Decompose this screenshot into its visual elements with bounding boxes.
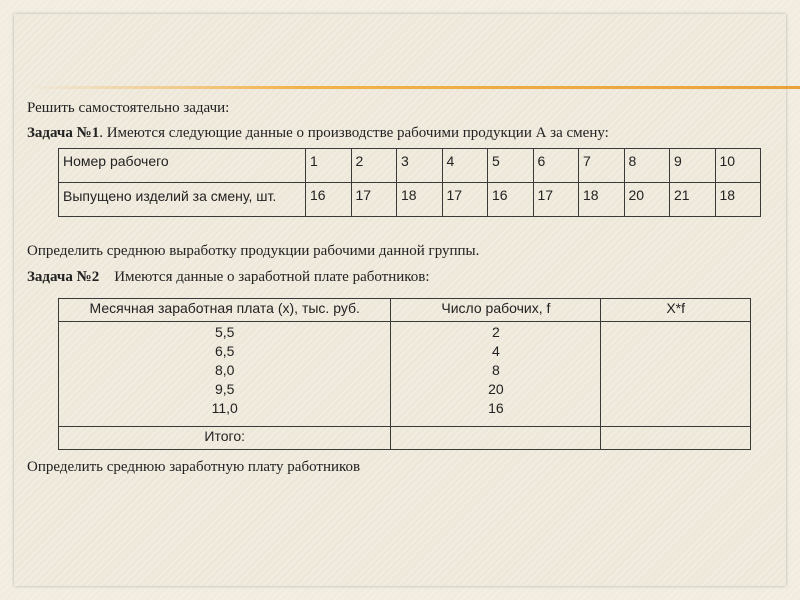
worker-count: 2 (491, 324, 500, 340)
table-cell: 16 (306, 183, 352, 217)
total-product-cell (601, 427, 751, 450)
column-header-product: X*f (601, 299, 751, 322)
table-cell: 9 (670, 149, 716, 183)
column-header-workers: Число рабочих, f (391, 299, 601, 322)
table-cell: 17 (533, 183, 579, 217)
task1-table (58, 148, 761, 217)
salary-values-cell (59, 322, 391, 427)
intro-text: Решить самостоятельно задачи: (27, 100, 230, 116)
task1-label: Задача №1 (27, 125, 100, 141)
worker-count-cell (391, 322, 601, 427)
salary-value: 9,5 (214, 381, 235, 397)
table-header-row (59, 299, 751, 322)
salary-value: 8,0 (214, 362, 235, 378)
table-cell: 10 (715, 149, 761, 183)
product-cell (601, 322, 751, 427)
task1-statement (27, 124, 609, 142)
salary-value: 6,5 (214, 343, 235, 359)
table-cell: 1 (306, 149, 352, 183)
total-label: Итого: (59, 427, 391, 450)
task2-table (58, 298, 751, 450)
task2-statement (27, 268, 430, 286)
table-cell: 8 (624, 149, 670, 183)
column-header-salary: Месячная заработная плата (x), тыс. руб. (59, 299, 391, 322)
table-cell: 18 (397, 183, 443, 217)
decorative-line (28, 86, 800, 89)
salary-value: 5,5 (214, 324, 235, 340)
table-cell: 18 (579, 183, 625, 217)
task2-text: Имеются данные о заработной плате работников: (114, 269, 430, 285)
row-header-output: Выпущено изделий за смену, шт. (59, 183, 306, 217)
table-cell: 17 (351, 183, 397, 217)
task1-question: Определить среднюю выработку продукции рабочими данной группы. (27, 243, 480, 259)
table-cell: 4 (442, 149, 488, 183)
task2-label: Задача №2 (27, 269, 100, 285)
table-cell: 18 (715, 183, 761, 217)
worker-count: 20 (488, 381, 504, 397)
row-header-worker-number: Номер рабочего (59, 149, 306, 183)
table-cell: 7 (579, 149, 625, 183)
table-row (59, 149, 761, 183)
task1-text: . Имеются следующие данные о производстве рабочими продукции А за смену: (99, 125, 609, 141)
table-cell: 21 (670, 183, 716, 217)
salary-value: 11,0 (211, 400, 238, 416)
worker-count: 16 (488, 400, 504, 416)
table-cell: 2 (351, 149, 397, 183)
total-workers-cell (391, 427, 601, 450)
worker-count: 8 (491, 362, 500, 378)
table-row (59, 183, 761, 217)
table-cell: 3 (397, 149, 443, 183)
table-cell: 5 (488, 149, 534, 183)
table-row (59, 322, 751, 427)
worker-count: 4 (491, 343, 500, 359)
table-total-row (59, 427, 751, 450)
table-cell: 6 (533, 149, 579, 183)
table-cell: 20 (624, 183, 670, 217)
table-cell: 16 (488, 183, 534, 217)
task2-question: Определить среднюю заработную плату работников (27, 459, 361, 475)
table-cell: 17 (442, 183, 488, 217)
